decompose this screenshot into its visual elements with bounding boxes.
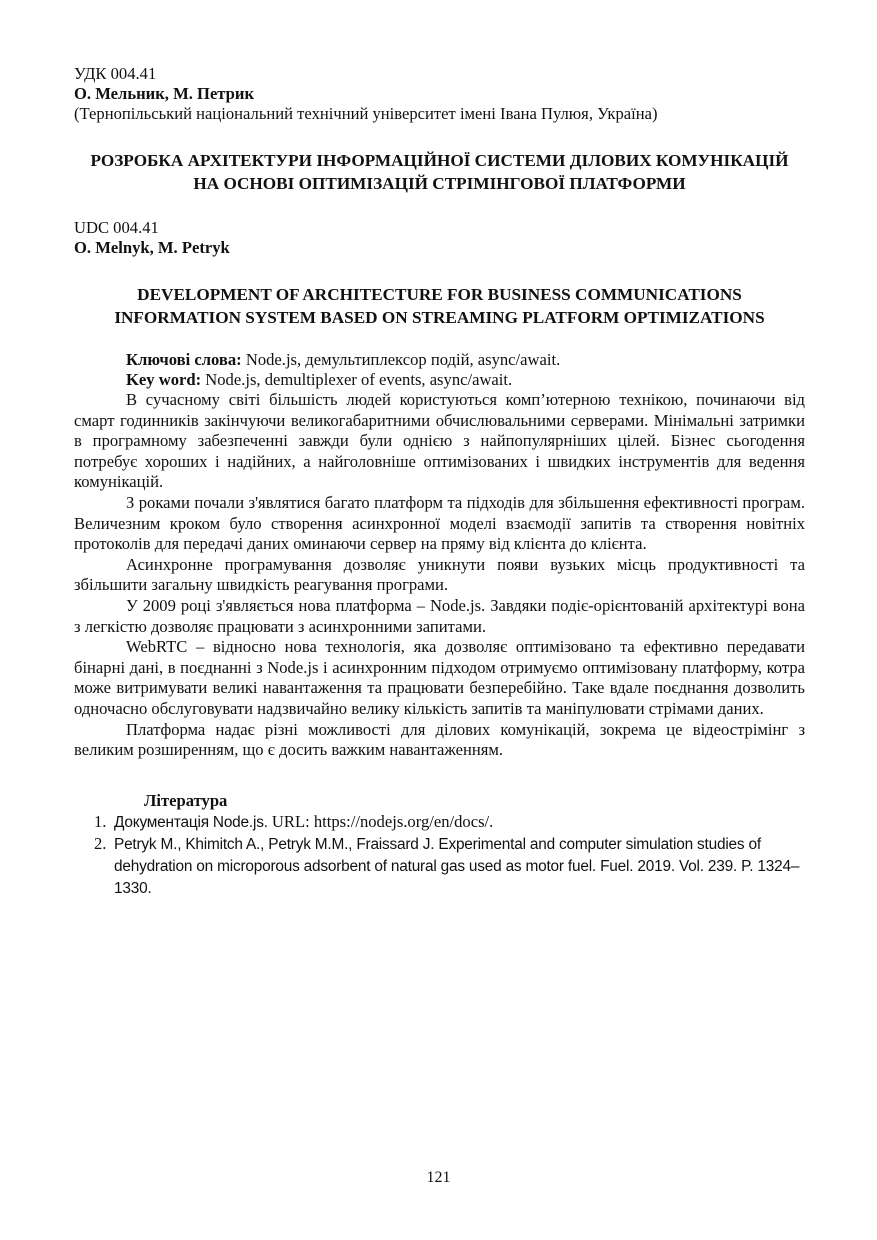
reference-item [74, 811, 805, 833]
body-paragraph: В сучасному світі більшість людей користуються комп’ютерною технікою, починаючи від смарт годинників закінчуючи великогабаритними обчислювальними серверами. Мінімальні затримки в програмному забезпеченні завжди були однією з найпопулярніших цілей. Бізнес сьогодення потребує хороших і надійних, а найголовніше оптимізованих і швидких інструментів для ведення комунікацій. [74, 390, 805, 492]
reference-item [74, 833, 805, 899]
body-text [74, 390, 805, 761]
reference-lead: Документація Node.js. [114, 813, 268, 831]
udc-en: UDC 004.41 [74, 218, 159, 237]
keywords-en-label: Key word: [126, 370, 202, 389]
paper-content [74, 64, 805, 899]
body-paragraph: WebRTC – відносно нова технологія, яка дозволяє оптимізовано та ефективно передавати бінарні дані, в поєднанні з Node.js і асинхронним підходом отримуємо оптимізовану платформу, котра може витримувати великі навантаження та працювати безперебійно. Таке вдале поєднання дозволить одночасно обслуговувати надзвичайно велику кількість запитів та маніпулювати стрімами даних. [74, 637, 805, 718]
references-title: Література [144, 790, 228, 810]
reference-text [114, 833, 805, 899]
body-paragraph: З роками почали з'являтися багато платформ та підходів для збільшення ефективності програм. Величезним кроком було створення асинхронної моделі взаємодії запитів та створення новітніх протоколів для передачі даних оминаючи сервер на пряму від клієнта до клієнта. [74, 492, 805, 554]
authors-en: O. Melnyk, M. Petryk [74, 238, 230, 257]
title-ua: РОЗРОБКА АРХІТЕКТУРИ ІНФОРМАЦІЙНОЇ СИСТЕМИ ДІЛОВИХ КОМУНІКАЦІЙ НА ОСНОВІ ОПТИМІЗАЦІЙ СТРІМІНГОВОЇ ПЛАТФОРМИ [90, 151, 789, 193]
reference-lead: Petryk M., Khimitch A., Petryk M.M., Fraissard J. Experimental and computer simulation studies of dehydration on microporous adsorbent of natural gas used as motor fuel. Fuel. 2019. Vol. 239. P. 1324–1330. [114, 835, 800, 897]
keywords-ua-text: Node.js, демультиплексор подій, async/await. [241, 350, 561, 369]
affiliation-ua: (Тернопільський національний технічний університет імені Івана Пулюя, Україна) [74, 104, 658, 123]
references-section [74, 791, 805, 899]
udk-ua: УДК 004.41 [74, 64, 157, 83]
references-list [74, 811, 805, 899]
title-en: DEVELOPMENT OF ARCHITECTURE FOR BUSINESS COMMUNICATIONS INFORMATION SYSTEM BASED ON STREAMING PLATFORM OPTIMIZATIONS [114, 285, 765, 327]
keywords-en [74, 370, 805, 390]
reference-rest: URL: https://nodejs.org/en/docs/. [267, 811, 494, 831]
authors-ua: О. Мельник, М. Петрик [74, 84, 255, 103]
reference-number: 1. [94, 811, 107, 831]
body-paragraph: У 2009 році з'являється нова платформа – Node.js. Завдяки подіє-орієнтованій архітектурі вона з легкістю дозволяє працювати з асинхронними запитами. [74, 595, 805, 636]
reference-number: 2. [94, 833, 107, 853]
page-number: 121 [426, 1169, 451, 1186]
keywords-ua-label: Ключові слова: [126, 350, 242, 369]
reference-text [114, 811, 805, 833]
keywords-ua [74, 350, 805, 370]
body-paragraph: Асинхронне програмування дозволяє уникнути появи вузьких місць продуктивності та збільшити загальну швидкість реагування програми. [74, 554, 805, 595]
keywords-en-text: Node.js, demultiplexer of events, async/await. [201, 370, 513, 389]
body-paragraph: Платформа надає різні можливості для ділових комунікацій, зокрема це відеострімінг з великим розширенням, що є досить важким навантаженням. [74, 719, 805, 760]
